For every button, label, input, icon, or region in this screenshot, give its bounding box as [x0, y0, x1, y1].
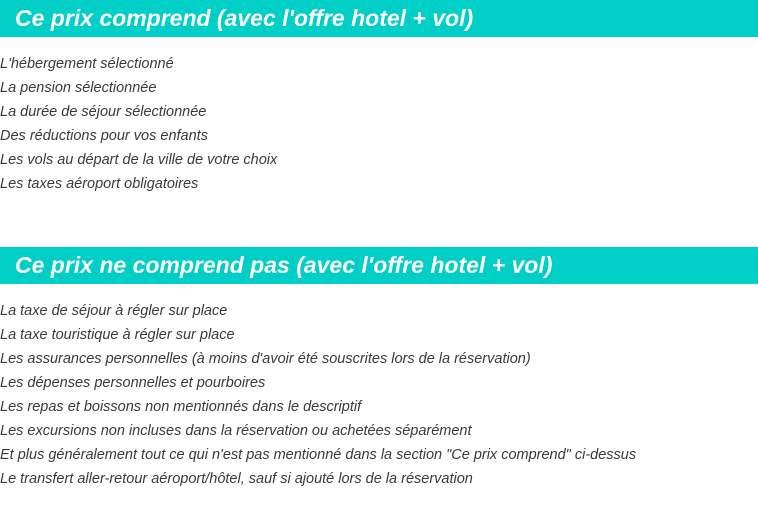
excluded-item: La taxe de séjour à régler sur place — [0, 303, 228, 319]
excluded-item: Les repas et boissons non mentionnés dans le descriptif — [0, 399, 362, 415]
included-item: L'hébergement sélectionné — [0, 56, 174, 72]
included-item: La durée de séjour sélectionnée — [0, 104, 207, 120]
included-items-list — [0, 52, 277, 196]
excluded-item: Les assurances personnelles (à moins d'avoir été souscrites lors de la réservation) — [0, 351, 531, 367]
excluded-item: La taxe touristique à régler sur place — [0, 327, 235, 343]
excluded-items-list — [0, 299, 636, 491]
excluded-item: Les dépenses personnelles et pourboires — [0, 375, 266, 391]
excluded-item: Et plus généralement tout ce qui n'est pas mentionné dans la section "Ce prix comprend" ci-dessus — [0, 447, 637, 463]
excluded-item: Les excursions non incluses dans la réservation ou achetées séparément — [0, 423, 472, 439]
included-item: Les taxes aéroport obligatoires — [0, 176, 199, 192]
included-section-title: Ce prix comprend (avec l'offre hotel + vol) — [0, 0, 758, 37]
included-item: La pension sélectionnée — [0, 80, 157, 96]
included-item: Des réductions pour vos enfants — [0, 128, 208, 144]
excluded-item: Le transfert aller-retour aéroport/hôtel, sauf si ajouté lors de la réservation — [0, 471, 473, 487]
included-item: Les vols au départ de la ville de votre choix — [0, 152, 278, 168]
excluded-section-title: Ce prix ne comprend pas (avec l'offre hotel + vol) — [0, 247, 758, 284]
